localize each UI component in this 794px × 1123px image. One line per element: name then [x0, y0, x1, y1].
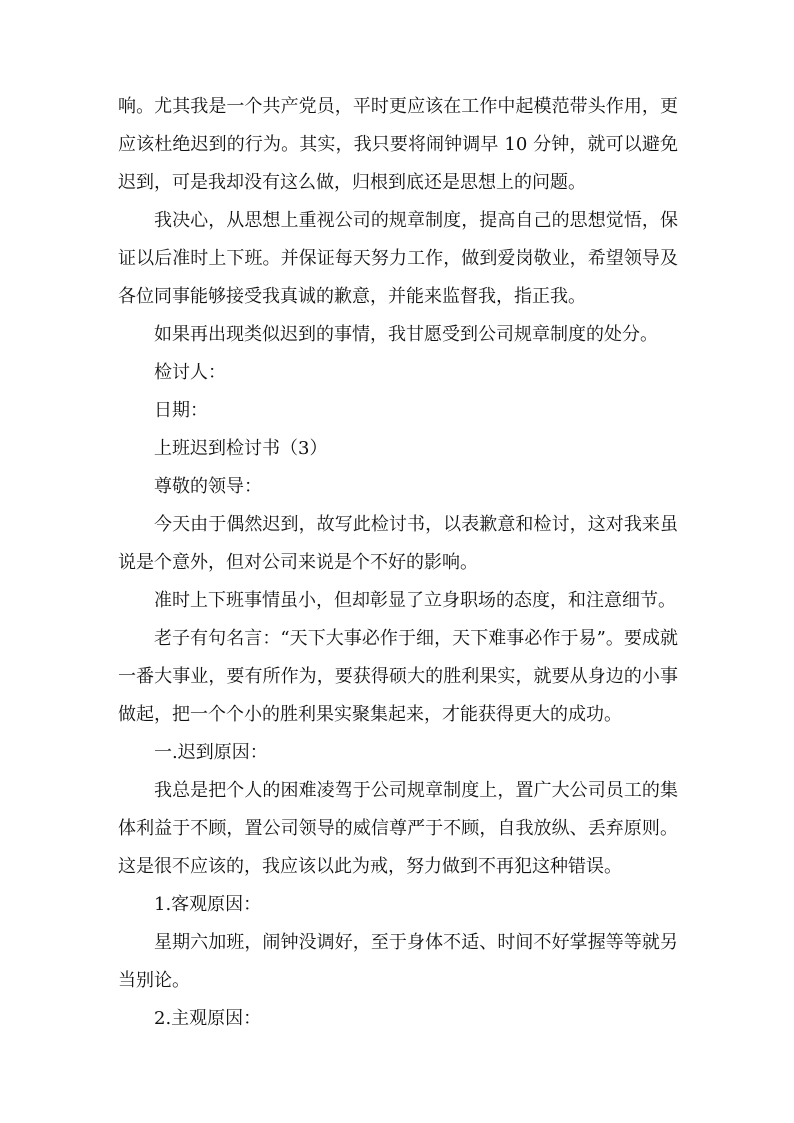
- heading-reasons: 一.迟到原因：: [154, 742, 268, 763]
- paragraph-continuation: 响。尤其我是一个共产党员，平时更应该在工作中起模范带头作用，更应该杜绝迟到的行为。其实，我只要将闹钟调早 10 分钟，就可以避免迟到，可是我却没有这么做，归根到底还是思想上的问题。: [118, 96, 678, 193]
- section-title: 上班迟到检讨书（3）: [154, 438, 328, 459]
- salutation: 尊敬的领导：: [154, 476, 262, 497]
- signature-label: 检讨人：: [154, 362, 226, 383]
- paragraph-resolution: 我决心，从思想上重视公司的规章制度，提高自己的思想觉悟，保证以后准时上下班。并保证每天努力工作，做到爱岗敬业，希望领导及各位同事能够接受我真诚的歉意，并能来监督我，指正我。: [118, 210, 678, 307]
- heading-subjective: 2.主观原因：: [154, 1008, 262, 1029]
- date-label: 日期：: [154, 400, 208, 421]
- paragraph-apology: 今天由于偶然迟到，故写此检讨书，以表歉意和检讨，这对我来虽说是个意外，但对公司来说是个不好的影响。: [118, 514, 678, 573]
- document-body: [118, 88, 678, 1038]
- paragraph-objective: 星期六加班，闹钟没调好，至于身体不适、时间不好掌握等等就另当别论。: [118, 932, 678, 991]
- heading-objective: 1.客观原因：: [154, 894, 262, 915]
- paragraph-quote: 老子有句名言：“天下大事必作于细，天下难事必作于易”。要成就一番大事业，要有所作为，要获得硕大的胜利果实，就要从身边的小事做起，把一个个小的胜利果实聚集起来，才能获得更大的成功。: [118, 628, 678, 725]
- paragraph-penalty: 如果再出现类似迟到的事情，我甘愿受到公司规章制度的处分。: [154, 324, 658, 345]
- paragraph-punctuality: 准时上下班事情虽小，但却彰显了立身职场的态度，和注意细节。: [154, 590, 676, 611]
- paragraph-reasons: 我总是把个人的困难凌驾于公司规章制度上，置广大公司员工的集体利益于不顾，置公司领导的威信尊严于不顾，自我放纵、丢弃原则。这是很不应该的，我应该以此为戒，努力做到不再犯这种错误。: [118, 780, 678, 877]
